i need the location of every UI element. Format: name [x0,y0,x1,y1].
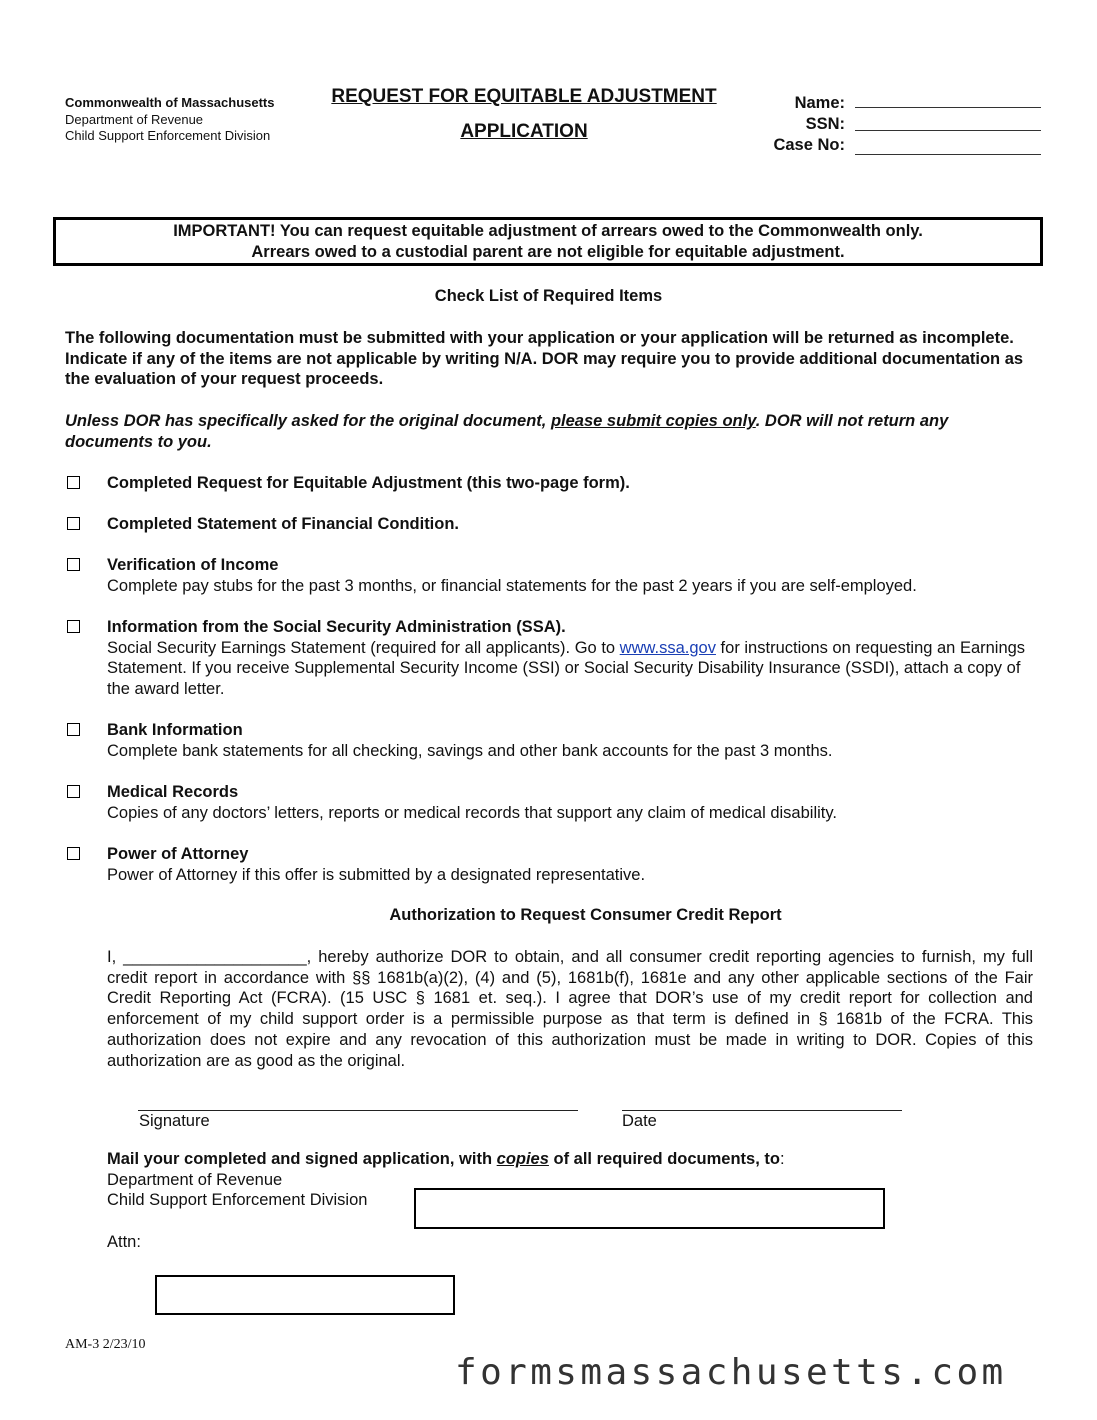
checklist-item-description: Complete bank statements for all checking, savings and other bank accounts for the past 3 months. [107,741,833,760]
important-notice-line1: IMPORTANT! You can request equitable adjustment of arrears owed to the Commonwealth only. [173,222,923,240]
checkbox-power-of-attorney[interactable] [67,847,80,860]
checkbox-bank-information[interactable] [67,723,80,736]
checklist-item-heading: Completed Request for Equitable Adjustment (this two-page form). [107,474,630,492]
case-number-field[interactable] [855,154,1041,155]
ssn-label: SSN: [805,115,845,133]
checklist-item [107,514,1037,535]
ssn-field[interactable] [855,130,1041,131]
checklist-item [107,617,1037,700]
important-notice-box [53,217,1043,266]
agency-department: Department of Revenue [65,111,204,127]
checklist-item-heading: Power of Attorney [107,845,249,863]
signature-line[interactable] [138,1110,578,1111]
agency-name: Commonwealth of Massachusetts [65,95,275,110]
copies-note-emphasis: please submit copies only [550,412,756,430]
checklist-item [107,473,1037,494]
agency-division: Child Support Enforcement Division [65,128,271,143]
authorization-title: Authorization to Request Consumer Credit Report [389,906,782,924]
identity-labels [745,93,845,156]
mailing-lead-text-2: of all required documents, to [548,1150,780,1168]
mailing-address-line2: Child Support Enforcement Division [107,1191,368,1210]
important-notice-line2: Arrears owed to a custodial parent are not eligible for equitable adjustment. [251,242,845,261]
checklist-item [107,555,1037,596]
copies-note [65,411,1035,452]
name-field[interactable] [855,107,1041,108]
form-title: REQUEST FOR EQUITABLE ADJUSTMENT [331,86,717,107]
copies-note-text-1: Unless DOR has specifically asked for the original document, [65,412,551,430]
checklist-item-description: Copies of any doctors’ letters, reports or medical records that support any claim of medical disability. [107,803,837,822]
authorization-text: I, ____________________, hereby authorize DOR to obtain, and all consumer credit reporting agencies to furnish, my full credit report in accordance with §§ 1681b(a)(2), (4) and (5), 1681b(f), 1681e and any other applicable sections of the Fair Credit Reporting Act (FCRA). (15 USC § 1681 et. seq.). I agree that DOR’s use of my credit report for collection and enforcement of my child support order is a permissible purpose as that term is defined in § 1681b of the FCRA. This authorization does not expire and any revocation of this authorization must be made in writing to DOR. Copies of this authorization are as good as the original. [107,948,1033,1070]
checklist-item [107,782,1037,823]
checkbox-financial-statement[interactable] [67,517,80,530]
checklist-item [107,844,1037,885]
ssa-text-1: Social Security Earnings Statement (required for all applicants). Go to [107,638,620,657]
attn-box[interactable] [155,1275,455,1315]
signature-label: Signature [139,1112,210,1130]
address-box[interactable] [414,1188,885,1229]
mailing-lead-text-1: Mail your completed and signed application, with [107,1150,497,1168]
watermark: formsmassachusetts.com [455,1352,1007,1393]
checklist-intro: The following documentation must be submitted with your application or your application will be returned as incomplete. Indicate if any of the items are not applicable by writing N/A. DOR may require you to provide additional documentation as the evaluation of your request proceeds. [65,329,1024,389]
checklist-item-heading: Medical Records [107,783,239,801]
checkbox-request-form[interactable] [67,476,80,489]
checklist-item-heading: Completed Statement of Financial Condition. [107,515,460,533]
checkbox-income-verification[interactable] [67,558,80,571]
date-line[interactable] [622,1110,902,1111]
checklist-item-description: Complete pay stubs for the past 3 months, or financial statements for the past 2 years if you are self-employed. [107,576,917,595]
checklist-item-description [107,638,1037,700]
ssa-text-2: for instructions on requesting an Earnings Statement. If you receive Supplemental Security Income (SSI) or Social Security Disability Insurance (SSDI), attach a copy of the award letter. [107,638,1026,699]
agency-block [65,95,275,145]
checklist-item-description: Power of Attorney if this offer is submitted by a designated representative. [107,865,646,884]
checklist-item-heading: Information from the Social Security Administration (SSA). [107,618,566,636]
mailing-attn-label: Attn: [107,1232,141,1251]
checkbox-medical-records[interactable] [67,785,80,798]
checkbox-ssa-information[interactable] [67,620,80,633]
checklist-item-heading: Verification of Income [107,556,279,574]
checklist-title: Check List of Required Items [434,287,663,305]
checklist-item-heading: Bank Information [107,721,243,739]
date-label: Date [622,1112,657,1130]
ssa-website-link[interactable]: www.ssa.gov [619,638,716,657]
name-label: Name: [794,94,845,112]
copies-note-text-2: . DOR will not return any documents to you. [65,412,949,451]
mailing-address-line1: Department of Revenue [107,1170,283,1189]
mailing-lead [107,1149,785,1170]
mailing-lead-colon: : [779,1150,785,1168]
mailing-lead-emphasis: copies [496,1150,549,1168]
form-subtitle: APPLICATION [460,121,588,142]
form-number: AM-3 2/23/10 [65,1337,146,1352]
case-number-label: Case No: [773,136,845,154]
checklist-item [107,720,1037,761]
